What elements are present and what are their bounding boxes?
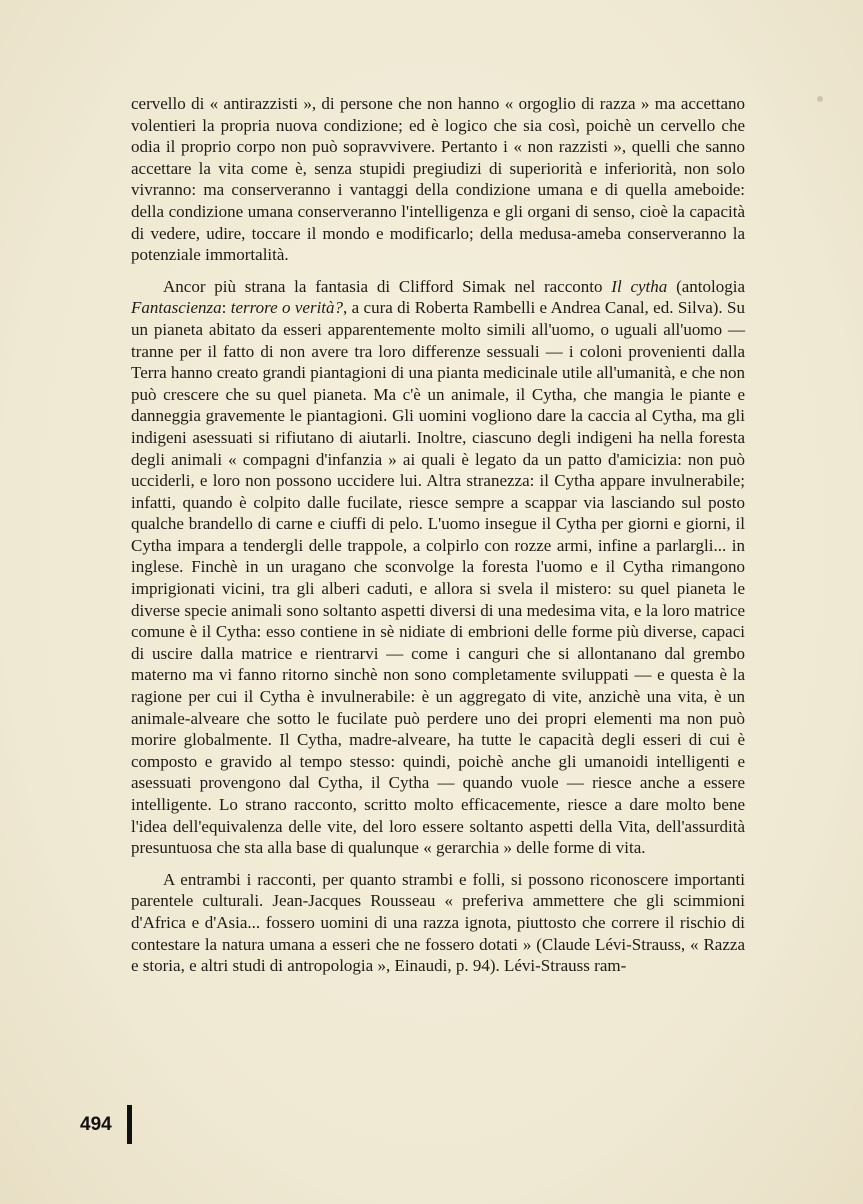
italic-title: Fantascienza <box>131 298 222 318</box>
paragraph-text: Ancor più strana la fantasia di Clifford Simak nel racconto <box>163 276 612 296</box>
paragraph-text: cervello di « antirazzisti », di persone che non hanno « orgoglio di razza » ma accettano volentieri la propria nuova condizione; ed è logico che sia così, poichè un cervello che odia il proprio corpo non può sopravvivere. Pertanto i « non razzisti », quelli che sanno accettare la vita come è, senza stupidi pregiudizi di superiorità e inferiorità, non solo vivranno: ma conserveranno i vantaggi della condizione umana e di quella ameboide: della condizione umana conserveranno l'intelligenza e gli organi di senso, cioè la capacità di vedere, udire, toccare il mondo e modificarlo; della medusa-ameba conserveranno la potenziale immortalità. <box>131 94 745 265</box>
paragraph-text: (antologia <box>667 276 745 296</box>
paragraph <box>131 276 745 859</box>
text-column <box>131 93 745 977</box>
paragraph <box>131 869 745 977</box>
page-number-rule <box>127 1105 132 1144</box>
paragraph <box>131 93 745 266</box>
paragraph-text: : <box>221 298 231 318</box>
paragraph-text: , a cura di Roberta Rambelli e Andrea Canal, ed. Silva). Su un pianeta abitato da esseri apparentemente molto simili all'uomo, o uguali all'uomo — tranne per il fatto di non avere tra loro differenze sessuali — i coloni provenienti dalla Terra hanno creato grandi piantagioni di una pianta medicinale utile all'umanità, e che non può crescere che su quel pianeta. Ma c'è un animale, il Cytha, che mangia le piante e danneggia gravemente le piantagioni. Gli uomini vogliono dare la caccia al Cytha, ma gli indigeni asessuati si rifiutano di aiutarli. Inoltre, ciascuno degli indigeni ha nella foresta degli animali « compagni d'infanzia » ai quali è legato da un patto d'amicizia: non può ucciderli, e loro non possono uccidere lui. Altra stranezza: il Cytha appare invulnerabile; infatti, quando è colpito dalle fucilate, riesce sempre a scappar via lasciando sul posto qualche brandello di carne e ciuffi di pelo. L'uomo insegue il Cytha per giorni e giorni, il Cytha impara a tendergli delle trappole, a colpirlo con rozze armi, infine a parlargli... in inglese. Finchè in un uragano che sconvolge la foresta l'uomo e il Cytha rimangono imprigionati vicini, tra gli alberi caduti, e allora si svela il mistero: su quel pianeta le diverse specie animali sono soltanto aspetti diversi di una medesima vita, e la loro matrice comune è il Cytha: esso contiene in sè nidiate di embrioni delle forme più diverse, capaci di uscire dalla matrice e rientrarvi — come i canguri che si allontanano dal grembo materno ma vi fanno ritorno sinchè non sono completamente sviluppati — e questa è la ragione per cui il Cytha è invulnerabile: è un aggregato di vite, anzichè una vita, è un animale-alveare che sotto le fucilate può perdere uno dei propri elementi ma non può morire globalmente. Il Cytha, madre-alveare, ha tutte le capacità degli esseri di cui è composto e gravido al tempo stesso: quindi, poichè anche gli umanoidi intelligenti e asessuati provengono dal Cytha, il Cytha — quando vuole — riesce anche a essere intelligente. Lo strano racconto, scritto molto efficacemente, riesce a dare molto bene l'idea dell'equivalenza delle vite, del loro essere soltanto aspetti della Vita, dell'assurdità presuntuosa che sta alla base di qualunque « gerarchia » delle forme di vita. <box>131 298 745 858</box>
italic-title: Il cytha <box>611 276 668 296</box>
page-number: 494 <box>80 1114 112 1135</box>
paragraph-text: A entrambi i racconti, per quanto strambi e folli, si possono riconoscere importanti parentele culturali. Jean-Jacques Rousseau « preferiva ammettere che gli scimmioni d'Africa e d'Asia... fossero uomini di una razza ignota, piuttosto che correre il rischio di contestare la natura umana a esseri che ne fossero dotati » (Claude Lévi-Strauss, « Razza e storia, e altri studi di antropologia », Einaudi, p. 94). Lévi-Strauss ram- <box>131 869 745 976</box>
paper-speck <box>817 96 823 102</box>
italic-title: terrore o verità? <box>230 298 344 318</box>
